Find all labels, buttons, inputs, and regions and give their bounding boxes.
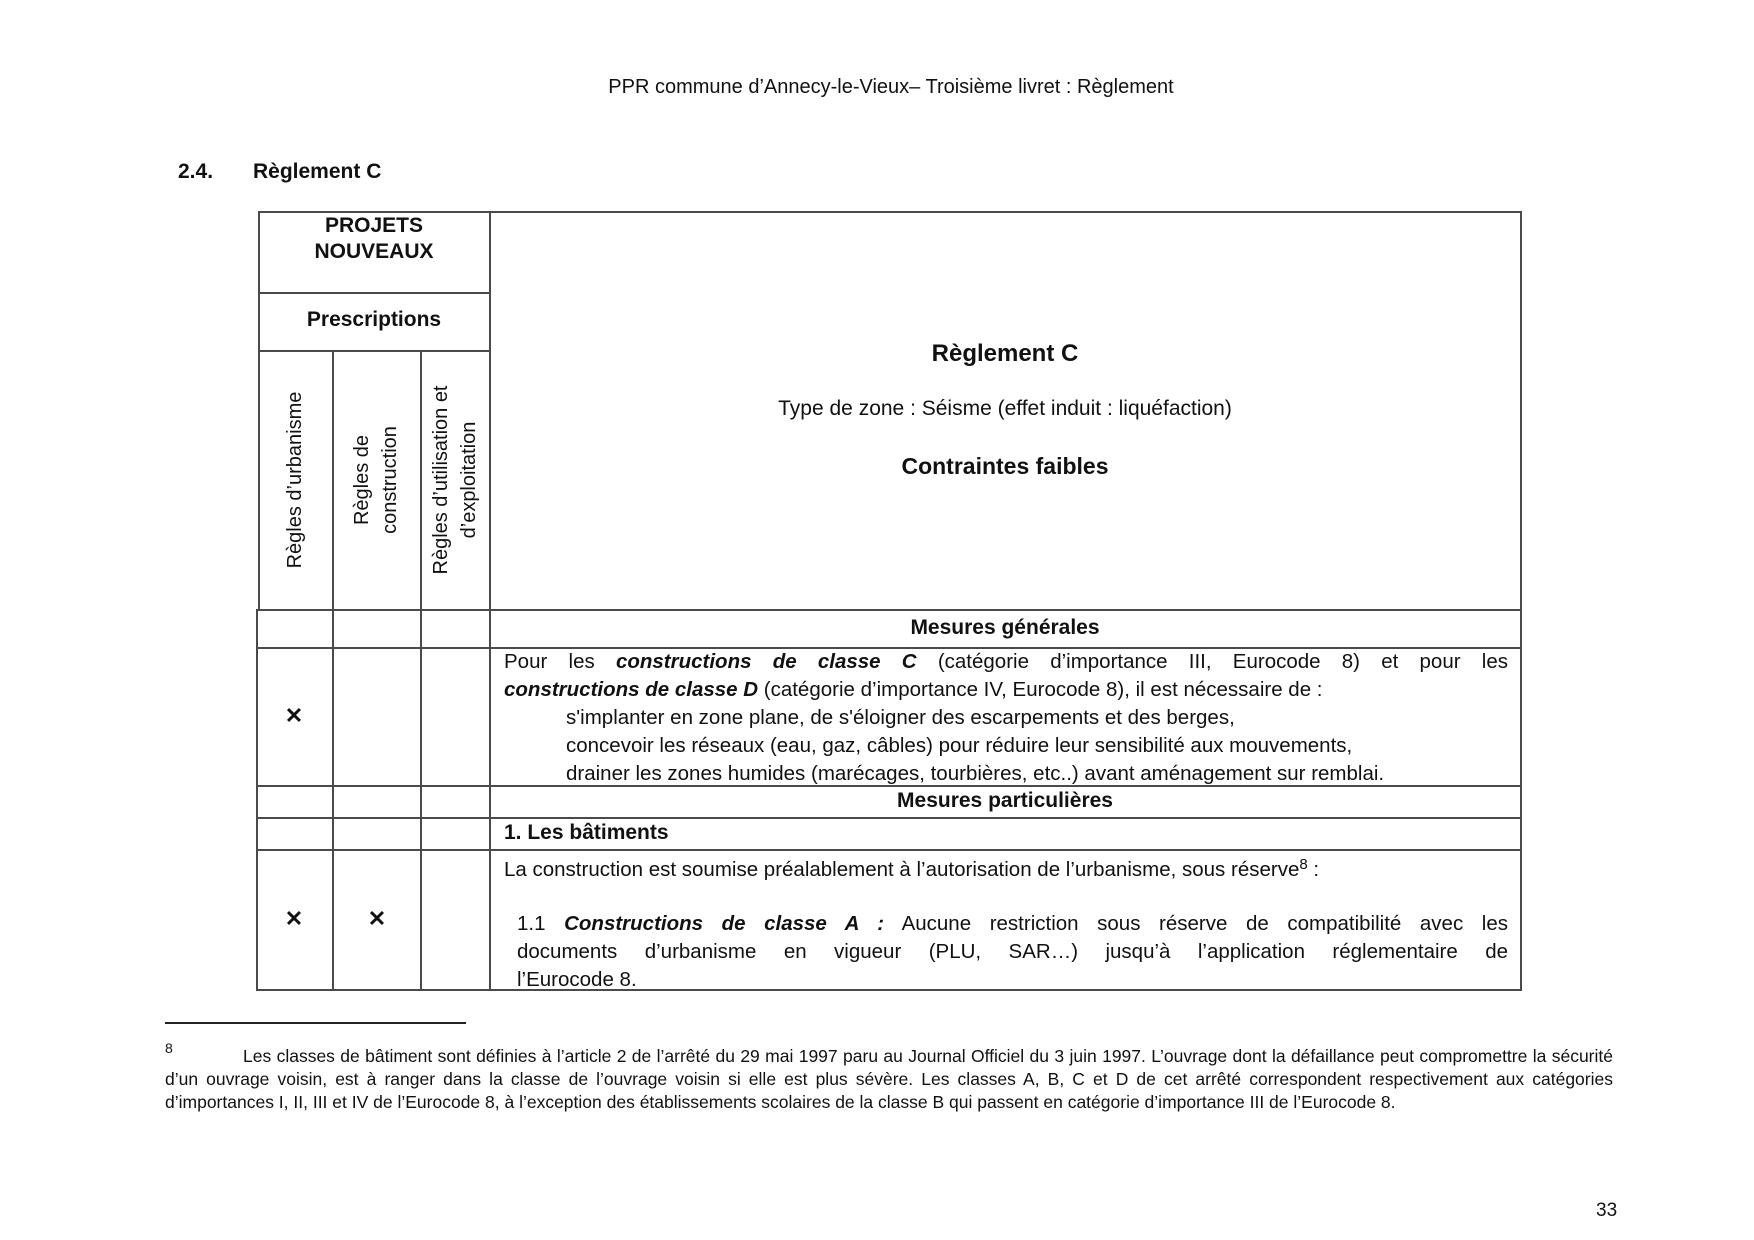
section-title: Règlement C (253, 160, 382, 183)
header-row-divider-1 (258, 292, 490, 294)
footnote-text (165, 1045, 1613, 1114)
prescriptions-header: Prescriptions (306, 308, 442, 331)
text-span: Aucune restriction sous réserve de compatibilité avec les (884, 912, 1508, 935)
column-label-line: Règles d’utilisation et (430, 385, 452, 575)
batiments-subheading: 1. Les bâtiments (504, 821, 669, 844)
column-label-line: construction (379, 426, 401, 534)
mesures-generales-heading: Mesures générales (910, 616, 1100, 639)
buildings-text (504, 856, 1508, 884)
text-span: (catégorie d’importance IV, Eurocode 8), il est nécessaire de : (758, 678, 1323, 701)
body-col-divider-2 (420, 609, 422, 990)
general-measures-line-2 (504, 676, 1508, 704)
text-span: Pour les (504, 650, 616, 673)
header-col-divider-2 (420, 350, 422, 610)
measure-item: s'implanter en zone plane, de s'éloigner des escarpements et des berges, (566, 706, 1235, 729)
regulation-title: Règlement C (931, 340, 1079, 367)
buildings-lead (504, 856, 1508, 884)
checkmark-x-icon: ✕ (367, 906, 387, 931)
emphasis-class-d: constructions de classe D (504, 678, 759, 701)
table-right-border-header (1520, 211, 1522, 611)
mesures-particulieres-heading: Mesures particulières (897, 789, 1113, 812)
general-measures-line-1 (504, 648, 1508, 676)
footnote-reference[interactable]: 8 (1299, 856, 1308, 873)
table-left-border-header (258, 211, 260, 611)
column-header-utilisation (427, 350, 483, 610)
checkmark-x-icon: ✕ (284, 906, 304, 931)
page-header: PPR commune d’Annecy-le-Vieux– Troisième livret : Règlement (608, 76, 1174, 98)
footnote-number: 8 (165, 1040, 173, 1056)
body-right-border (1520, 609, 1522, 990)
page-number: 33 (1596, 1200, 1618, 1221)
measure-item: concevoir les réseaux (eau, gaz, câbles) pour réduire leur sensibilité aux mouvements, (566, 734, 1353, 757)
column-label-line: d’exploitation (458, 421, 480, 539)
column-label-line: Règles d’urbanisme (284, 391, 306, 569)
body-left-border (256, 609, 258, 990)
constraint-level: Contraintes faibles (901, 453, 1109, 479)
text-span: : (1307, 858, 1320, 881)
clause-line-2: documents d’urbanisme en vigueur (PLU, SAR…) jusqu’à l’application réglementaire de (517, 940, 1508, 963)
clause-number: 1.1 (517, 912, 565, 935)
measure-item: drainer les zones humides (marécages, tourbières, etc..) avant aménagement sur remblai. (566, 762, 1385, 785)
row-divider (256, 817, 1522, 819)
body-col-divider-1 (332, 609, 334, 990)
section-number: 2.4. (178, 160, 214, 183)
text-span: La construction est soumise préalablement à l’autorisation de l’urbanisme, sous réserve (504, 858, 1300, 881)
row-divider (256, 849, 1522, 851)
general-measures-text (504, 648, 1508, 788)
emphasis-class-c: constructions de classe C (615, 650, 917, 673)
footnote-body: Les classes de bâtiment sont définies à l’article 2 de l’arrêté du 29 mai 1997 paru au Journal Officiel du 3 juin 1997. L’ouvrage dont la défaillance peut compromettre la sécurité d’un ouvrage voisin, est à ranger dans la classe de l’ouvrage voisin si elle est plus sévère. Les classes A, B, C et D de cet arrêté correspondent respectivement aux catégories d’importances I, II, III et IV de l’Eurocode 8, à l’exception des établissements scolaires de la classe B qui passent en catégorie d’importance III de l’Eurocode 8. (165, 1046, 1613, 1112)
column-label-line: Règles de (351, 434, 373, 526)
checkmark-x-icon: ✕ (284, 703, 304, 728)
column-header-urbanisme (281, 350, 309, 610)
clause-line-1 (517, 910, 1508, 938)
clause-1-1 (517, 910, 1508, 994)
header-col-divider-1 (332, 350, 334, 610)
measures-list (504, 704, 1508, 788)
projets-nouveaux-header (258, 213, 490, 265)
column-header-construction (348, 350, 404, 610)
footnote-separator (165, 1022, 466, 1024)
emphasis-class-a: Constructions de classe A : (564, 912, 885, 935)
clause-line-3: l’Eurocode 8. (517, 968, 637, 991)
zone-type: Type de zone : Séisme (effet induit : liquéfaction) (778, 397, 1232, 420)
nouveaux-label: NOUVEAUX (314, 240, 434, 263)
text-span: (catégorie d’importance III, Eurocode 8) et pour les (916, 650, 1508, 673)
projets-label: PROJETS (324, 214, 424, 237)
